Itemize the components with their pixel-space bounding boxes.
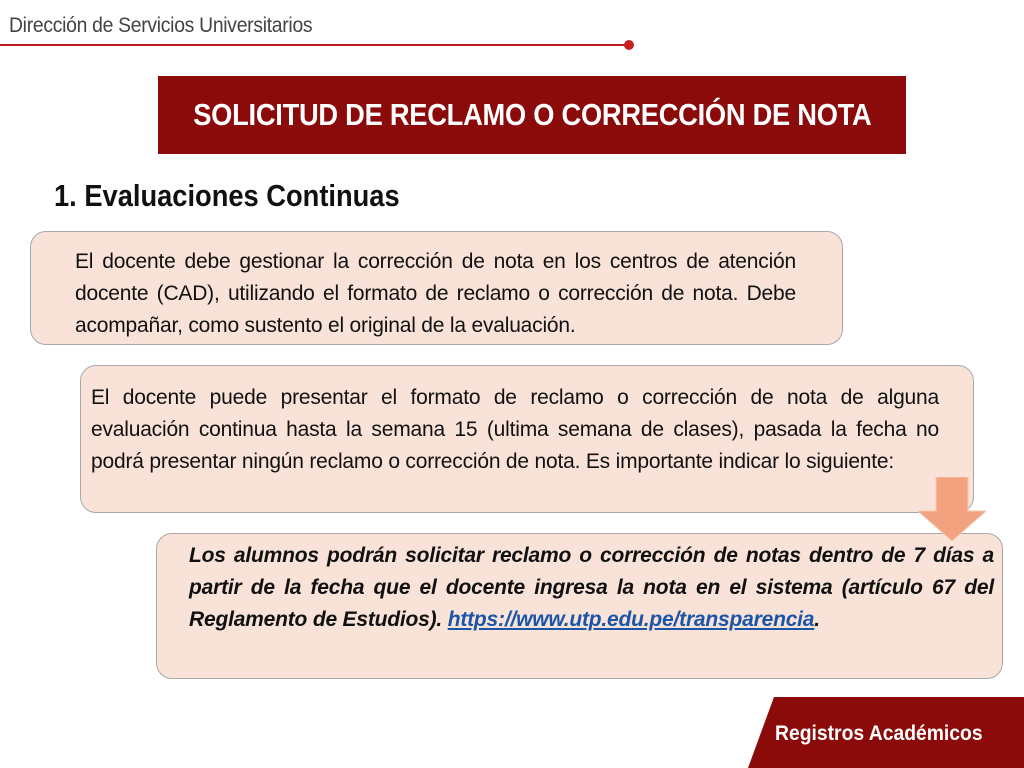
down-arrow-icon xyxy=(914,477,986,541)
header-divider-dot xyxy=(624,40,634,50)
info-box-cad xyxy=(30,231,843,345)
info-box-students-content xyxy=(189,540,994,636)
header-title: Dirección de Servicios Universitarios xyxy=(9,14,313,37)
link-suffix: . xyxy=(814,608,820,631)
info-box-students xyxy=(156,533,1003,679)
footer-label: Registros Académicos xyxy=(775,722,983,745)
transparencia-link[interactable]: https://www.utp.edu.pe/transparencia xyxy=(447,608,815,631)
slide-title: SOLICITUD DE RECLAMO O CORRECCIÓN DE NOTA xyxy=(192,97,872,132)
section-heading: 1. Evaluaciones Continuas xyxy=(54,178,400,213)
info-box-deadline xyxy=(80,365,974,513)
info-box-students-text: Los alumnos podrán solicitar reclamo o corrección de notas dentro de 7 días a partir de la fecha que el docente ingresa la nota en el sistema (artículo 67 del Reglamento de Estudios). xyxy=(189,544,994,631)
slide-title-banner xyxy=(158,76,906,154)
header-divider-line xyxy=(0,44,628,46)
info-box-deadline-text: El docente puede presentar el formato de reclamo o corrección de nota de alguna evaluación continua hasta la semana 15 (ultima semana de clases), pasada la fecha no podrá presentar ningún reclamo o corrección de nota. Es importante indicar lo siguiente: xyxy=(91,386,939,473)
info-box-cad-text: El docente debe gestionar la corrección de nota en los centros de atención docente (CAD), utilizando el formato de reclamo o corrección de nota. Debe acompañar, como sustento el original de la evaluación. xyxy=(75,250,796,337)
